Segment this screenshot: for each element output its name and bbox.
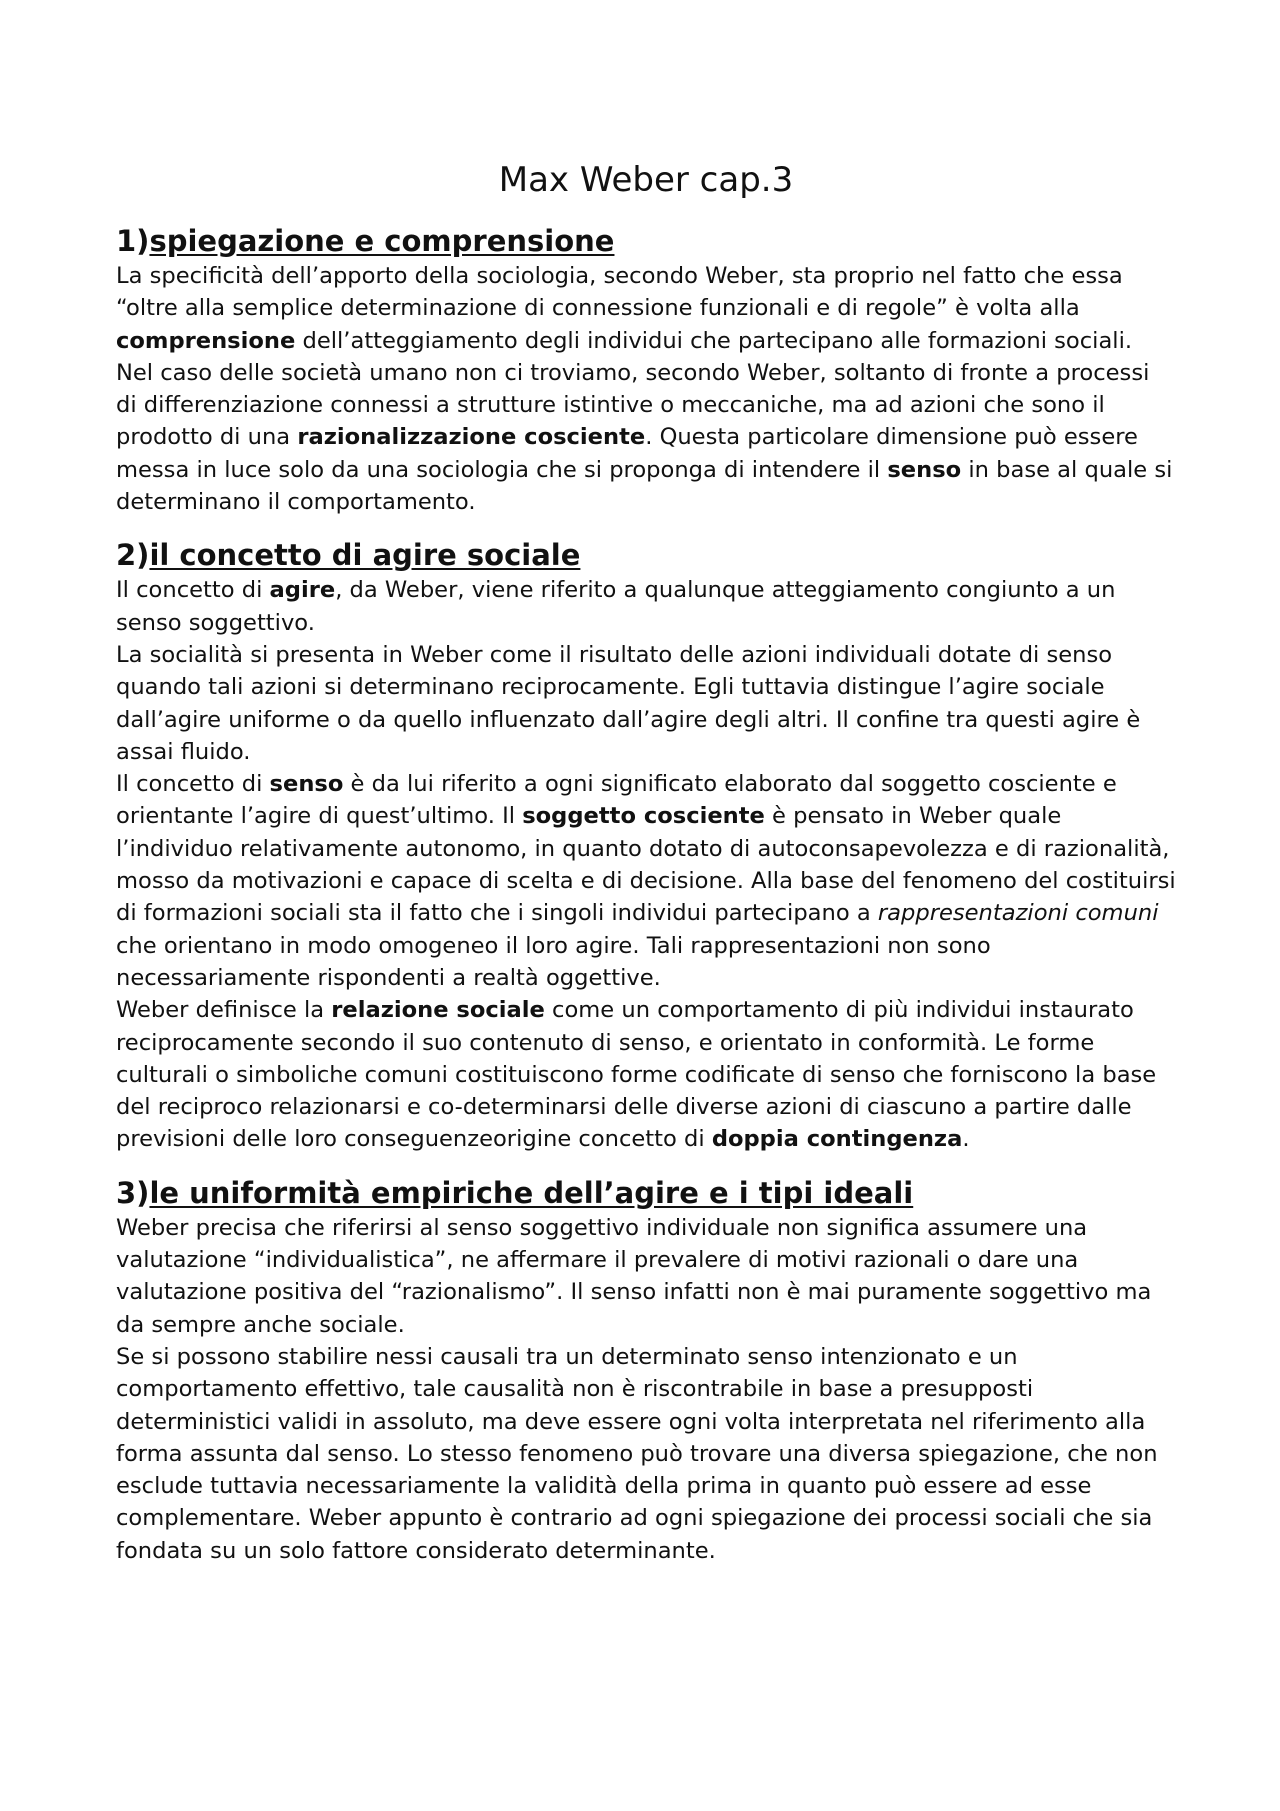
- text-run: La specificità dell’apporto della sociologia, secondo Weber, sta proprio nel fatto che essa “oltre alla semplice determinazione di connessione funzionali e di regole” è volta alla: [116, 263, 1123, 322]
- section-1: [116, 222, 1176, 518]
- paragraph: [116, 1212, 1176, 1341]
- section-2: [116, 536, 1176, 1155]
- bold-term: senso: [887, 456, 962, 483]
- text-run: Il concetto di: [116, 771, 270, 798]
- text-run: Nel caso delle società umano non ci troviamo, secondo Weber, soltanto di fronte a processi di differenziazione connessi a strutture istintive o meccaniche, ma ad azioni che sono il prodotto di una: [116, 359, 1150, 451]
- section-number: 2): [116, 538, 150, 573]
- section-heading: [116, 1174, 1176, 1212]
- bold-term: razionalizzazione cosciente: [297, 424, 646, 451]
- text-run: dell’atteggiamento degli individui che partecipano alle formazioni sociali.: [295, 327, 1133, 354]
- paragraph: [116, 1341, 1176, 1567]
- paragraph: [116, 768, 1176, 994]
- bold-term: relazione sociale: [331, 997, 545, 1024]
- section-title: le uniformità empiriche dell’agire e i tipi ideali: [149, 1175, 914, 1210]
- text-run: Il concetto di: [116, 577, 270, 604]
- text-run: Se si possono stabilire nessi causali tra un determinato senso intenzionato e un comportamento effettivo, tale causalità non è riscontrabile in base a presupposti deterministici validi in assoluto, ma deve essere ogni volta interpretata nel riferimento alla forma assunta dal senso. Lo stesso fenomeno può trovare una diversa spiegazione, che non esclude tuttavia necessariamente la validità della prima in quanto può essere ad esse complementare. Weber appunto è contrario ad ogni spiegazione dei processi sociali che sia fondata su un solo fattore considerato determinante.: [116, 1343, 1158, 1564]
- text-run: che orientano in modo omogeneo il loro agire. Tali rappresentazioni non sono necessariamente rispondenti a realtà oggettive.: [116, 932, 991, 991]
- text-run: è pensato in Weber quale l’individuo relativamente autonomo, in quanto dotato di autoconsapevolezza e di razionalità, mosso da motivazioni e capace di scelta e di decisione. Alla base del fenomeno del costituirsi di formazioni sociali sta il fatto che i singoli individui partecipano a: [116, 803, 1176, 927]
- sections-container: [116, 222, 1176, 1567]
- text-run: .: [962, 1126, 970, 1153]
- section-title: spiegazione e comprensione: [149, 224, 615, 258]
- bold-term: soggetto cosciente: [522, 803, 765, 830]
- text-run: in base al quale si determinano il comportamento.: [116, 456, 1173, 516]
- text-run: , da Weber, viene riferito a qualunque atteggiamento congiunto a un senso soggettivo.: [116, 577, 1116, 636]
- section-number: 3): [116, 1175, 150, 1210]
- bold-term: comprensione: [116, 327, 296, 354]
- document-page: [116, 146, 1176, 1585]
- section-title: il concetto di agire sociale: [149, 538, 581, 573]
- paragraph: [116, 260, 1176, 357]
- paragraph: [116, 994, 1176, 1155]
- bold-term: doppia contingenza: [711, 1126, 963, 1153]
- text-run: come un comportamento di più individui instaurato reciprocamente secondo il suo contenuto di senso, e orientato in conformità. Le forme culturali o simboliche comuni costituiscono forme codificate di senso che forniscono la base del reciproco relazionarsi e co-determinarsi delle diverse azioni di ciascuno a partire dalle previsioni delle loro conseguenzeorigine concetto di: [116, 997, 1157, 1153]
- text-run: è da lui riferito a ogni significato elaborato dal soggetto cosciente e orientante l’agire di quest’ultimo. Il: [116, 771, 1117, 830]
- text-run: . Questa particolare dimensione può essere messa in luce solo da una sociologia che si proponga di intendere il: [116, 424, 1138, 483]
- italic-term: rappresentazioni comuni: [877, 900, 1159, 927]
- paragraph: [116, 574, 1176, 639]
- bold-term: senso: [269, 771, 344, 798]
- section-heading: [116, 222, 1176, 260]
- section-heading: [116, 536, 1176, 574]
- document-title: Max Weber cap.3: [498, 160, 794, 200]
- paragraph: [116, 639, 1176, 768]
- section-number: 1): [116, 224, 150, 258]
- section-3: [116, 1174, 1176, 1567]
- text-run: Weber definisce la: [116, 997, 332, 1024]
- bold-term: agire: [269, 577, 336, 604]
- text-run: Weber precisa che riferirsi al senso soggettivo individuale non significa assumere una valutazione “individualistica”, ne affermare il prevalere di motivi razionali o dare una valutazione positiva del “razionalismo”. Il senso infatti non è mai puramente soggettivo ma da sempre anche sociale.: [116, 1214, 1152, 1338]
- text-run: La socialità si presenta in Weber come il risultato delle azioni individuali dotate di senso quando tali azioni si determinano reciprocamente. Egli tuttavia distingue l’agire sociale dall’agire uniforme o da quello influenzato dall’agire degli altri. Il confine tra questi agire è assai fluido.: [116, 641, 1141, 765]
- paragraph: [116, 357, 1176, 518]
